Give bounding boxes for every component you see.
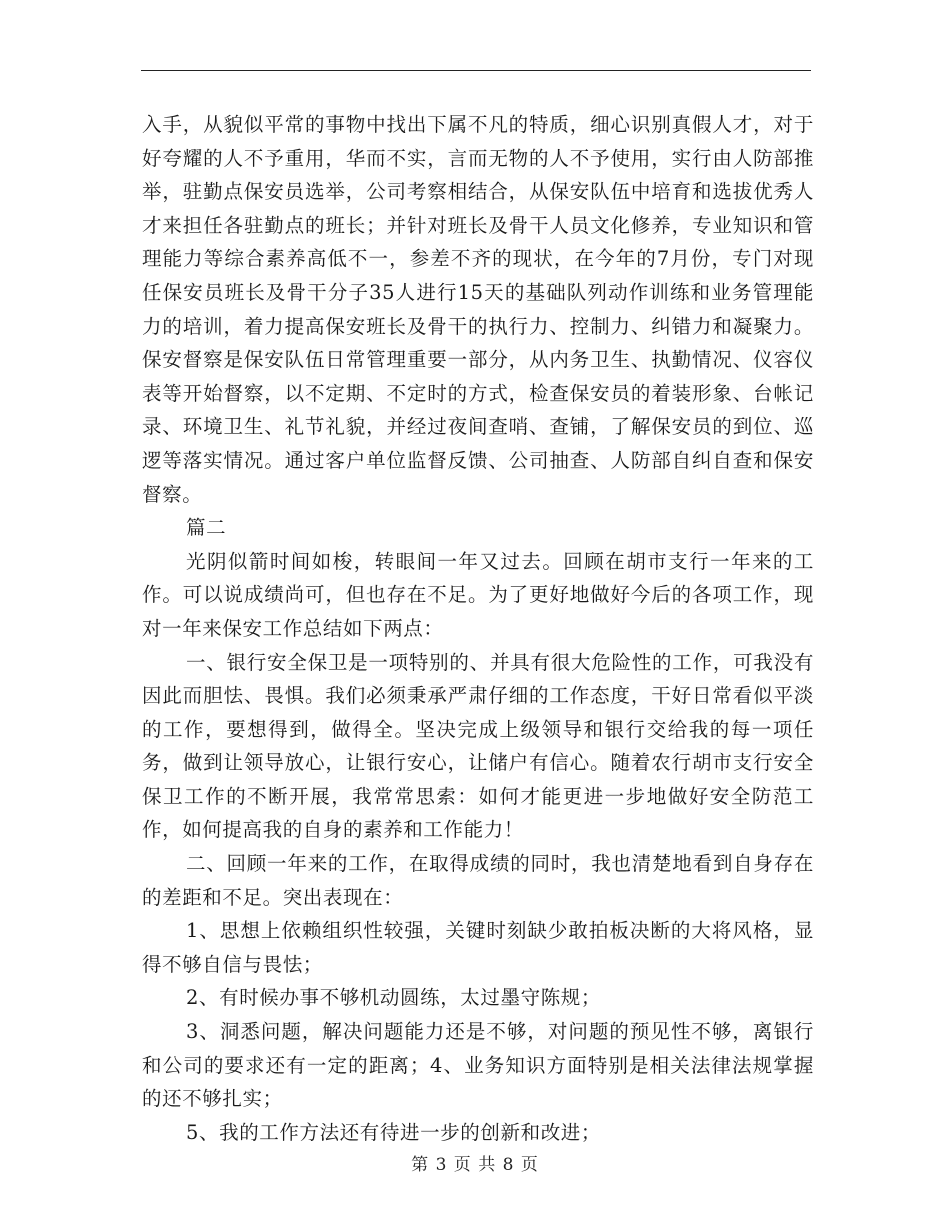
document-body [142, 108, 814, 1149]
paragraph-2: 光阴似箭时间如梭，转眼间一年又过去。回顾在胡市支行一年来的工作。可以说成绩尚可，但也存在不足。为了更好地做好今后的各项工作，现对一年来保安工作总结如下两点： [142, 549, 814, 640]
list-item-5: 5、我的工作方法还有待进一步的创新和改进； [186, 1120, 602, 1144]
paragraph-1: 入手，从貌似平常的事物中找出下属不凡的特质，细心识别真假人才，对于好夸耀的人不予重用，华而不实，言而无物的人不予使用，实行由人防部推举，驻勤点保安员选举，公司考察相结合，从保安队伍中培育和选拔优秀人才来担任各驻勤点的班长；并针对班长及骨干人员文化修养，专业知识和管理能力等综合素养高低不一，参差不齐的现状，在今年的7月份，专门对现任保安员班长及骨干分子35人进行15天的基础队列动作训练和业务管理能力的培训，着力提高保安班长及骨干的执行力、控制力、纠错力和凝聚力。保安督察是保安队伍日常管理重要一部分，从内务卫生、执勤情况、仪容仪表等开始督察，以不定期、不定时的方式，检查保安员的着装形象、台帐记录、环境卫生、礼节礼貌，并经过夜间查哨、查铺，了解保安员的到位、巡逻等落实情况。通过客户单位监督反馈、公司抽查、人防部自纠自查和保安督察。 [142, 113, 814, 506]
paragraph-4: 二、回顾一年来的工作，在取得成绩的同时，我也清楚地看到自身存在的差距和不足。突出表现在： [142, 852, 814, 909]
section-heading: 篇二 [186, 516, 227, 540]
header-rule [141, 70, 811, 71]
list-item-3: 3、洞悉问题，解决问题能力还是不够，对问题的预见性不够，离银行和公司的要求还有一定的距离；4、业务知识方面特别是相关法律法规掌握的还不够扎实； [142, 1020, 814, 1111]
paragraph-3: 一、银行安全保卫是一项特别的、并具有很大危险性的工作，可我没有因此而胆怯、畏惧。我们必须秉承严肃仔细的工作态度，干好日常看似平淡的工作，要想得到，做得全。坚决完成上级领导和银行交给我的每一项任务，做到让领导放心，让银行安心，让储户有信心。随着农行胡市支行安全保卫工作的不断开展，我常常思索：如何才能更进一步地做好安全防范工作，如何提高我的自身的素养和工作能力！ [142, 650, 814, 842]
list-item-1: 1、思想上依赖组织性较强，关键时刻缺少敢拍板决断的大将风格，显得不够自信与畏怯； [142, 919, 814, 976]
list-item-2: 2、有时候办事不够机动圆练，太过墨守陈规； [186, 986, 602, 1010]
page-footer: 第 3 页 共 8 页 [411, 1155, 539, 1175]
